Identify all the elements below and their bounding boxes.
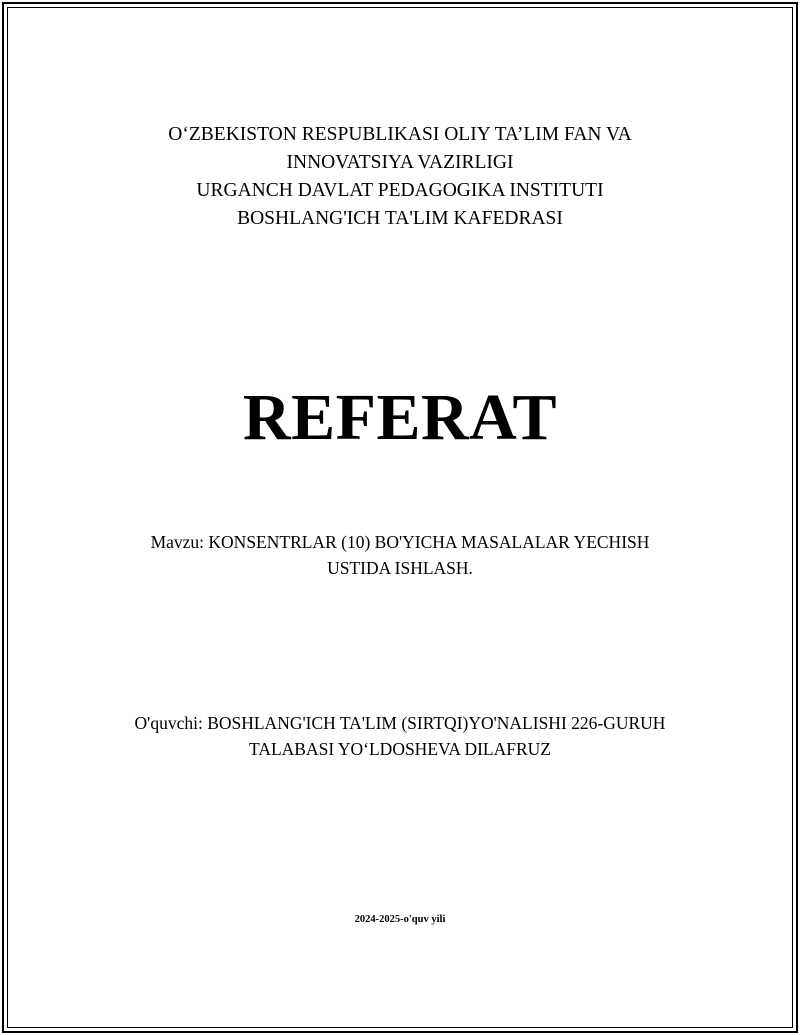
header-line-3: URGANCH DAVLAT PEDAGOGIKA INSTITUTI	[196, 180, 604, 201]
document-title: REFERAT	[243, 381, 557, 454]
header-line-1: O‘ZBEKISTON RESPUBLIKASI OLIY TA’LIM FAN VA	[168, 124, 632, 145]
header-line-4: BOSHLANG'ICH TA'LIM KAFEDRASI	[237, 208, 563, 229]
topic-line-2: USTIDA ISHLASH.	[327, 558, 473, 578]
student-block	[0, 710, 800, 762]
header-line-2: INNOVATSIYA VAZIRLIGI	[286, 152, 514, 173]
institution-header	[0, 121, 800, 233]
student-line-2: TALABASI YO‘LDOSHEVA DILAFRUZ	[249, 739, 551, 759]
academic-year: 2024-2025-o'quv yili	[354, 914, 446, 925]
student-line-1: O'quvchi: BOSHLANG'ICH TA'LIM (SIRTQI)YO'NALISHI 226-GURUH	[134, 713, 666, 733]
topic-block	[0, 529, 800, 581]
topic-line-1: Mavzu: KONSENTRLAR (10) BO'YICHA MASALALAR YECHISH	[150, 532, 650, 552]
